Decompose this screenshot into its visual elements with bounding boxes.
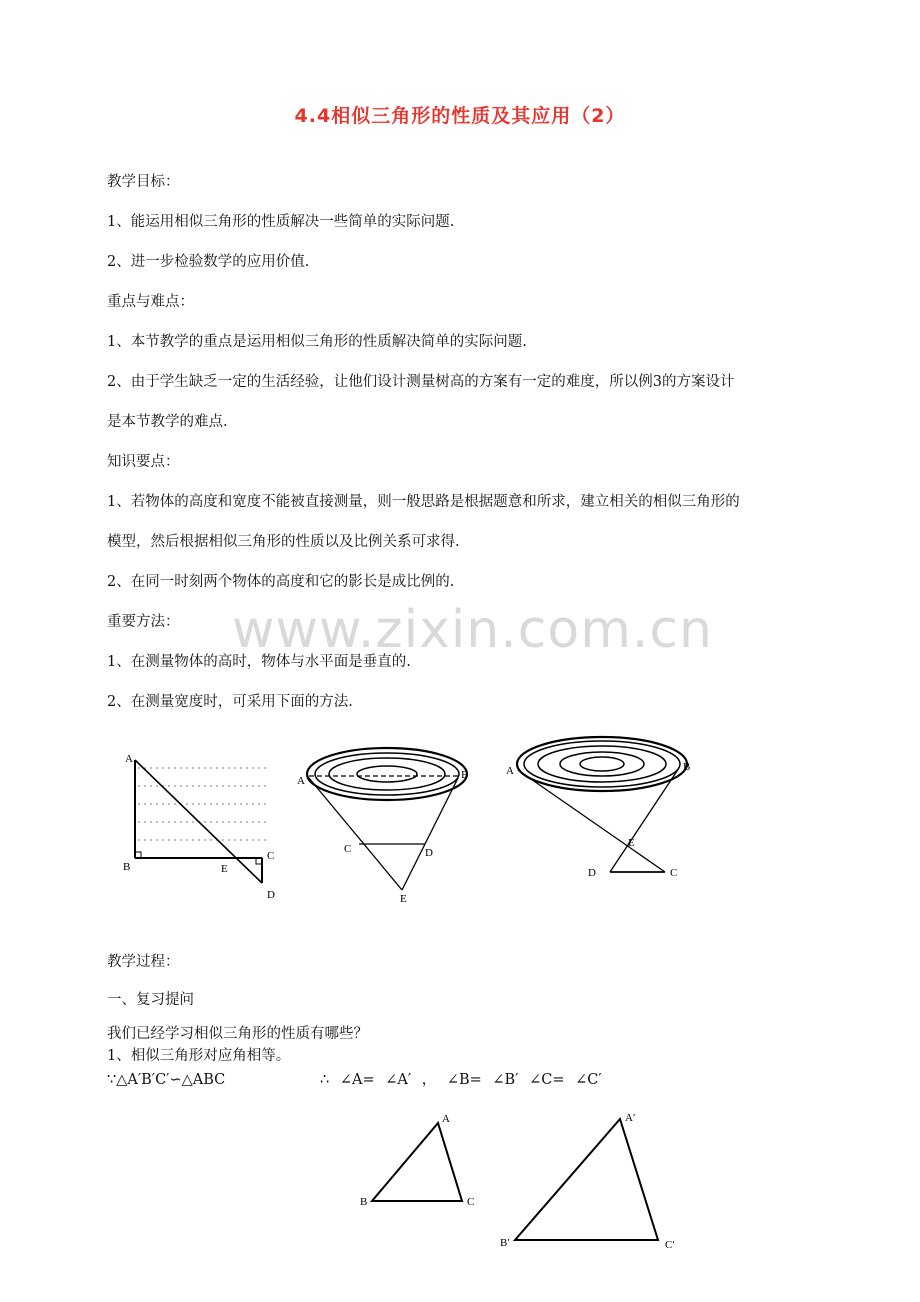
knowledge-1: 1、若物体的高度和宽度不能被直接测量，则一般思路是根据题意和所求，建立相关的相似三角形的 xyxy=(107,494,740,510)
heading-key-points: 重点与难点： xyxy=(107,294,194,310)
method-2: 2、在测量宽度时，可采用下面的方法. xyxy=(107,694,353,710)
tri-large-label: A′ xyxy=(625,1112,636,1124)
fig3-label: E xyxy=(628,837,635,849)
tri-small-label: C xyxy=(467,1196,475,1208)
objective-2: 2、进一步检验数学的应用价值. xyxy=(107,254,310,270)
fig1-label: B xyxy=(123,861,131,873)
fig2-label: A xyxy=(297,775,305,787)
fig3-label: D xyxy=(588,867,596,879)
section-review: 一、复习提问 xyxy=(107,992,194,1008)
key-point-1: 1、本节教学的重点是运用相似三角形的性质解决简单的实际问题. xyxy=(107,334,527,350)
fig1-label: D xyxy=(267,889,275,901)
heading-objectives: 教学目标： xyxy=(107,174,180,190)
figure-pond-cross xyxy=(502,734,707,884)
fig2-label: C xyxy=(344,843,352,855)
page-title: 4.4相似三角形的性质及其应用（2） xyxy=(294,105,626,127)
objective-1: 1、能运用相似三角形的性质解决一些简单的实际问题. xyxy=(107,214,455,230)
tri-small-label: B xyxy=(360,1196,368,1208)
figure-triangle-abc xyxy=(358,1106,488,1211)
fig1-label: C xyxy=(267,850,275,862)
figure-triangle-abc-prime xyxy=(498,1106,688,1256)
method-1: 1、在测量物体的高时，物体与水平面是垂直的. xyxy=(107,654,411,670)
figure-pond-cone xyxy=(292,742,482,907)
tri-large-label: C′ xyxy=(665,1239,675,1251)
tri-small-label: A xyxy=(442,1113,450,1125)
property-1: 1、相似三角形对应角相等。 xyxy=(107,1048,291,1064)
key-point-2-cont: 是本节教学的难点. xyxy=(107,414,228,430)
heading-knowledge: 知识要点： xyxy=(107,454,180,470)
fig3-label: B xyxy=(683,761,691,773)
fig1-label: A xyxy=(125,753,133,765)
fig1-label: E xyxy=(221,863,228,875)
fig3-label: C xyxy=(670,867,678,879)
review-question: 我们已经学习相似三角形的性质有哪些？ xyxy=(107,1026,368,1042)
because-statement: ∵△A′B′C′∽△ABC xyxy=(107,1072,226,1088)
watermark: www.zixin.com.cn xyxy=(232,600,713,660)
fig2-label: E xyxy=(400,893,407,905)
heading-process: 教学过程： xyxy=(107,954,180,970)
heading-methods: 重要方法： xyxy=(107,614,180,630)
figure-river-width xyxy=(118,748,283,906)
tri-large-label: B′ xyxy=(500,1237,510,1249)
knowledge-2: 2、在同一时刻两个物体的高度和它的影长是成比例的. xyxy=(107,574,455,590)
fig2-label: D xyxy=(425,847,433,859)
fig2-label: B xyxy=(461,769,469,781)
knowledge-1-cont: 模型，然后根据相似三角形的性质以及比例关系可求得. xyxy=(107,534,460,550)
therefore-statement: ∴ ∠A= ∠A′ ， ∠B= ∠B′ ∠C= ∠C′ xyxy=(320,1072,602,1088)
fig3-label: A xyxy=(506,765,514,777)
key-point-2: 2、由于学生缺乏一定的生活经验，让他们设计测量树高的方案有一定的难度，所以例3的方案设计 xyxy=(107,374,735,390)
